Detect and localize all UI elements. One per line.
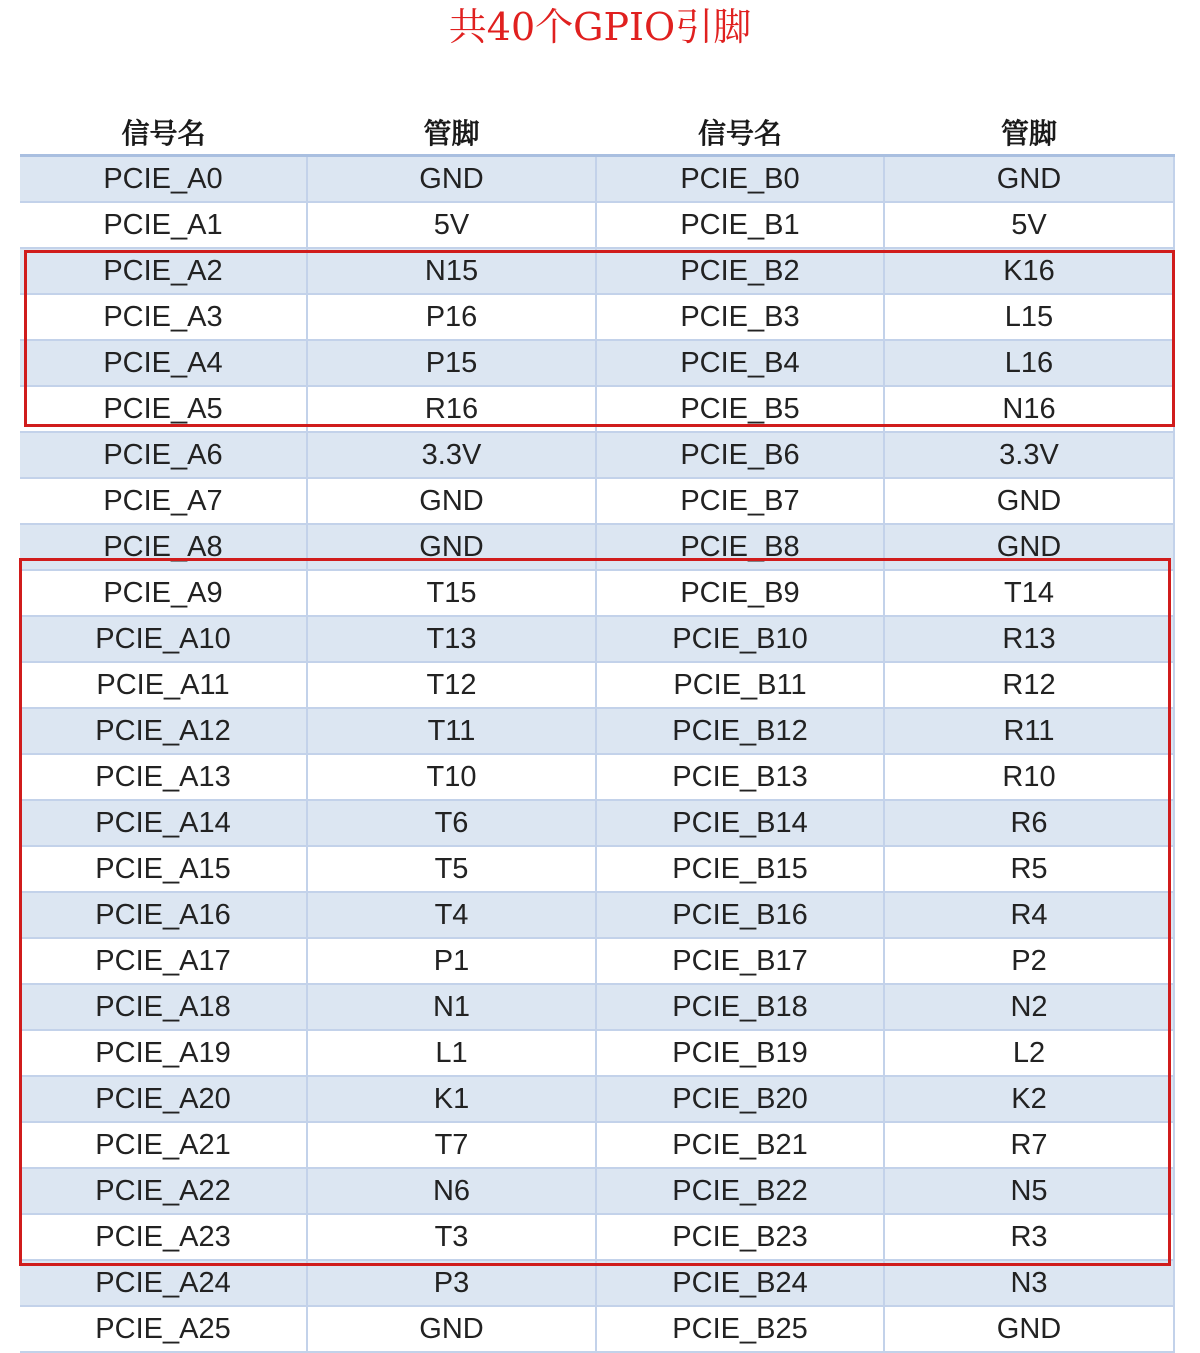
pin-a-cell: N15 [307,248,596,294]
pin-a-cell: T7 [307,1122,596,1168]
signal-b-cell: PCIE_B3 [596,294,884,340]
signal-a-cell: PCIE_A18 [20,984,307,1030]
signal-a-cell: PCIE_A3 [20,294,307,340]
pin-b-cell: GND [884,1306,1174,1352]
signal-b-cell: PCIE_B13 [596,754,884,800]
table-row [20,1306,1174,1352]
signal-a-cell: PCIE_A20 [20,1076,307,1122]
page-title: 共40个GPIO引脚 [448,5,752,49]
signal-a-cell: PCIE_A15 [20,846,307,892]
table-row [20,156,1174,203]
signal-a-cell: PCIE_A13 [20,754,307,800]
pin-b-cell: R4 [884,892,1174,938]
table-row [20,1030,1174,1076]
signal-a-cell: PCIE_A12 [20,708,307,754]
table-row [20,294,1174,340]
table-row [20,340,1174,386]
pin-a-cell: GND [307,156,596,203]
signal-b-cell: PCIE_B20 [596,1076,884,1122]
pin-a-cell: T6 [307,800,596,846]
pin-b-cell: 5V [884,202,1174,248]
signal-a-cell: PCIE_A25 [20,1306,307,1352]
signal-a-cell: PCIE_A2 [20,248,307,294]
pin-a-cell: P1 [307,938,596,984]
pin-a-cell: GND [307,478,596,524]
pin-b-cell: R6 [884,800,1174,846]
signal-b-cell: PCIE_B22 [596,1168,884,1214]
table-row [20,524,1174,570]
signal-a-cell: PCIE_A21 [20,1122,307,1168]
pin-a-cell: GND [307,524,596,570]
table-row [20,432,1174,478]
signal-a-cell: PCIE_A7 [20,478,307,524]
pin-b-cell: K16 [884,248,1174,294]
pin-b-cell: N5 [884,1168,1174,1214]
signal-a-cell: PCIE_A24 [20,1260,307,1306]
header-signal-name-b: 信号名 [596,110,884,156]
pin-a-cell: T11 [307,708,596,754]
signal-a-cell: PCIE_A4 [20,340,307,386]
pin-b-cell: L16 [884,340,1174,386]
pin-b-cell: GND [884,478,1174,524]
signal-b-cell: PCIE_B6 [596,432,884,478]
pin-a-cell: T13 [307,616,596,662]
pin-a-cell: T4 [307,892,596,938]
table-row [20,1122,1174,1168]
signal-b-cell: PCIE_B1 [596,202,884,248]
table-row [20,892,1174,938]
signal-a-cell: PCIE_A1 [20,202,307,248]
table-row [20,616,1174,662]
table-row [20,248,1174,294]
header-pin-b: 管脚 [884,110,1174,156]
signal-b-cell: PCIE_B10 [596,616,884,662]
signal-b-cell: PCIE_B18 [596,984,884,1030]
table-row [20,708,1174,754]
signal-b-cell: PCIE_B21 [596,1122,884,1168]
table-row [20,202,1174,248]
pin-b-cell: T14 [884,570,1174,616]
pin-b-cell: R11 [884,708,1174,754]
table-row [20,386,1174,432]
signal-b-cell: PCIE_B24 [596,1260,884,1306]
signal-a-cell: PCIE_A14 [20,800,307,846]
signal-b-cell: PCIE_B4 [596,340,884,386]
pin-b-cell: R5 [884,846,1174,892]
signal-a-cell: PCIE_A6 [20,432,307,478]
signal-a-cell: PCIE_A8 [20,524,307,570]
table-row [20,1214,1174,1260]
signal-b-cell: PCIE_B8 [596,524,884,570]
table-header-row [20,110,1174,156]
pin-b-cell: R12 [884,662,1174,708]
signal-a-cell: PCIE_A10 [20,616,307,662]
signal-b-cell: PCIE_B9 [596,570,884,616]
table-row [20,754,1174,800]
signal-b-cell: PCIE_B5 [596,386,884,432]
pin-b-cell: GND [884,524,1174,570]
signal-a-cell: PCIE_A23 [20,1214,307,1260]
pin-a-cell: T12 [307,662,596,708]
pin-a-cell: K1 [307,1076,596,1122]
signal-a-cell: PCIE_A17 [20,938,307,984]
signal-b-cell: PCIE_B11 [596,662,884,708]
pin-b-cell: R7 [884,1122,1174,1168]
pin-a-cell: L1 [307,1030,596,1076]
pin-a-cell: P3 [307,1260,596,1306]
pin-a-cell: P15 [307,340,596,386]
pin-a-cell: T15 [307,570,596,616]
pin-a-cell: 3.3V [307,432,596,478]
pin-a-cell: T3 [307,1214,596,1260]
pin-b-cell: N16 [884,386,1174,432]
header-pin-a: 管脚 [307,110,596,156]
pin-b-cell: N2 [884,984,1174,1030]
pin-b-cell: N3 [884,1260,1174,1306]
pin-b-cell: P2 [884,938,1174,984]
table-row [20,1076,1174,1122]
table-row [20,478,1174,524]
table-row [20,662,1174,708]
table-row [20,938,1174,984]
pin-a-cell: T10 [307,754,596,800]
signal-b-cell: PCIE_B15 [596,846,884,892]
signal-b-cell: PCIE_B16 [596,892,884,938]
pin-b-cell: R10 [884,754,1174,800]
signal-a-cell: PCIE_A19 [20,1030,307,1076]
signal-b-cell: PCIE_B2 [596,248,884,294]
header-signal-name-a: 信号名 [20,110,307,156]
table-body [20,156,1174,1353]
pin-a-cell: T5 [307,846,596,892]
gpio-pin-table [20,110,1175,1353]
pin-b-cell: L2 [884,1030,1174,1076]
pin-b-cell: L15 [884,294,1174,340]
signal-a-cell: PCIE_A0 [20,156,307,203]
pin-b-cell: 3.3V [884,432,1174,478]
signal-b-cell: PCIE_B23 [596,1214,884,1260]
pin-a-cell: N6 [307,1168,596,1214]
signal-a-cell: PCIE_A5 [20,386,307,432]
signal-a-cell: PCIE_A11 [20,662,307,708]
signal-b-cell: PCIE_B0 [596,156,884,203]
table-row [20,800,1174,846]
signal-b-cell: PCIE_B7 [596,478,884,524]
signal-a-cell: PCIE_A9 [20,570,307,616]
table-row [20,570,1174,616]
pin-a-cell: R16 [307,386,596,432]
table-row [20,1168,1174,1214]
pin-b-cell: R3 [884,1214,1174,1260]
signal-b-cell: PCIE_B12 [596,708,884,754]
signal-b-cell: PCIE_B14 [596,800,884,846]
signal-a-cell: PCIE_A22 [20,1168,307,1214]
signal-b-cell: PCIE_B19 [596,1030,884,1076]
signal-a-cell: PCIE_A16 [20,892,307,938]
signal-b-cell: PCIE_B25 [596,1306,884,1352]
pin-b-cell: GND [884,156,1174,203]
pin-a-cell: N1 [307,984,596,1030]
pin-b-cell: K2 [884,1076,1174,1122]
table-row [20,846,1174,892]
signal-b-cell: PCIE_B17 [596,938,884,984]
pin-b-cell: R13 [884,616,1174,662]
table-row [20,984,1174,1030]
table-row [20,1260,1174,1306]
pin-a-cell: GND [307,1306,596,1352]
pin-a-cell: 5V [307,202,596,248]
pin-a-cell: P16 [307,294,596,340]
